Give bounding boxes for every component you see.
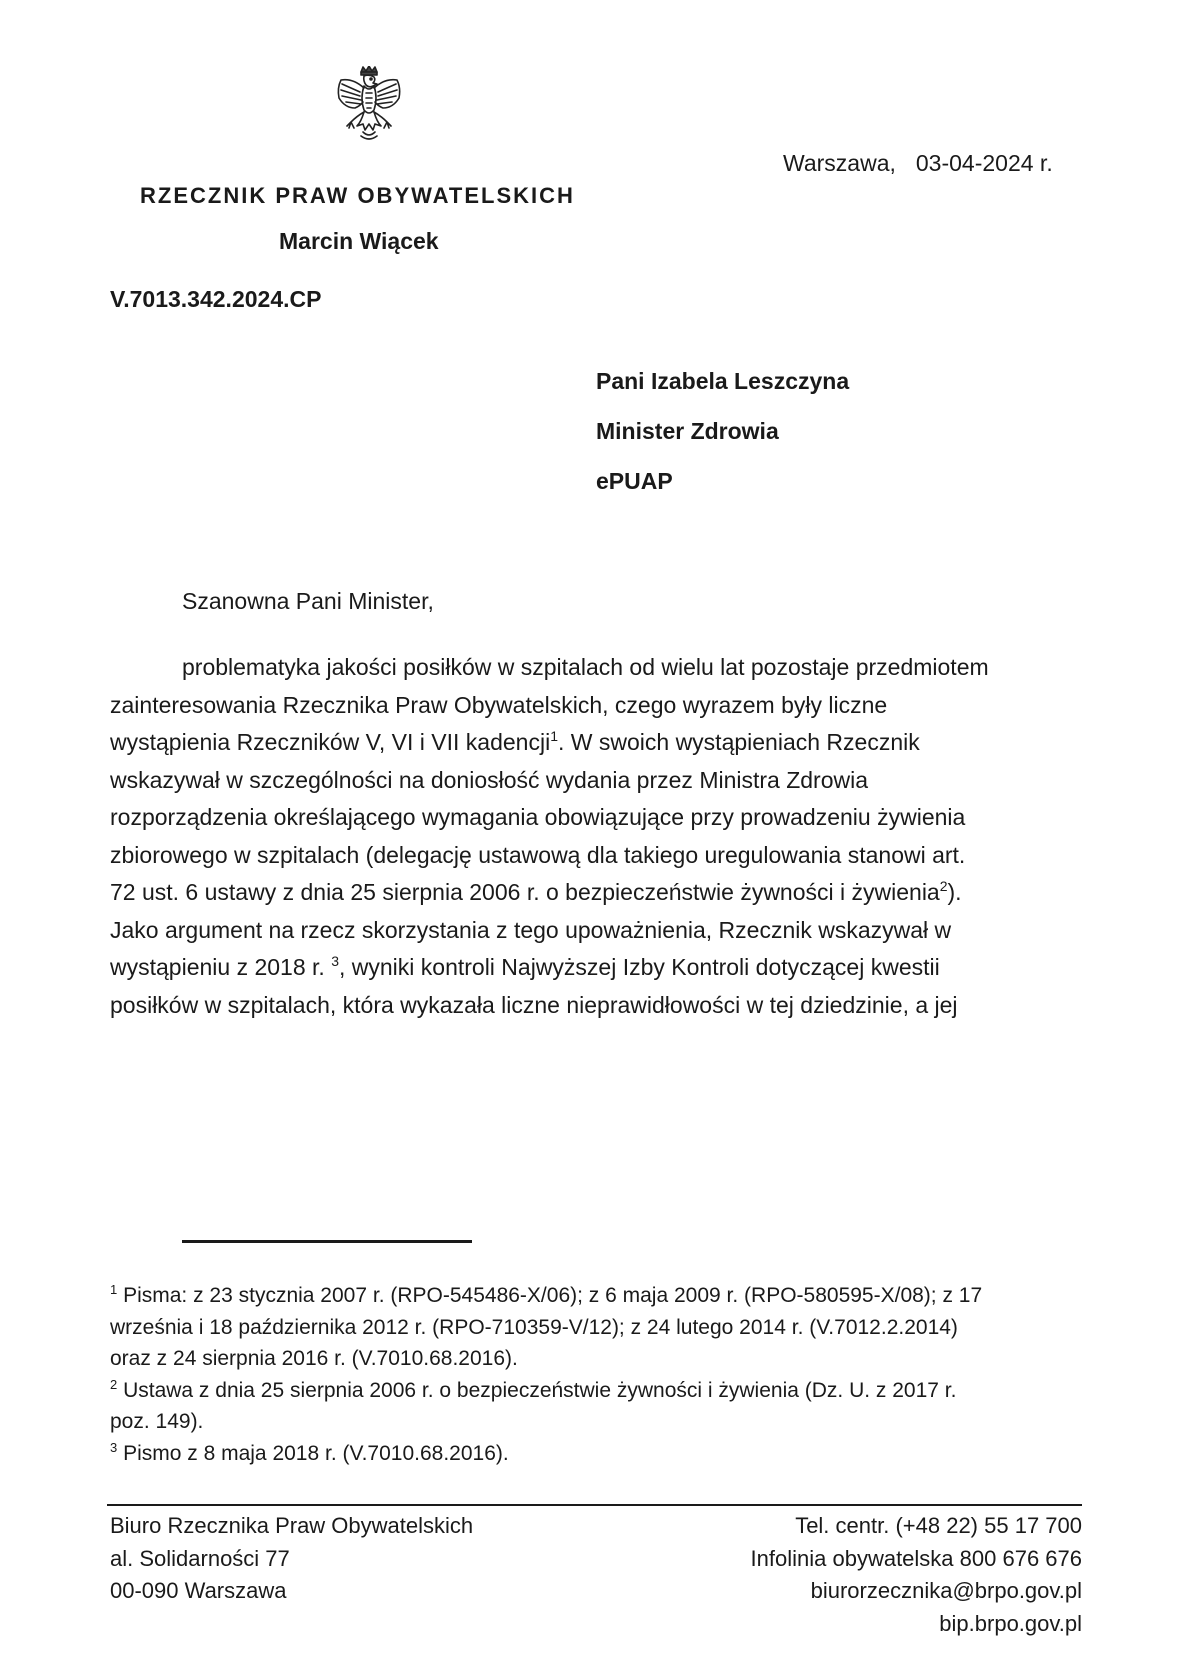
recipient-position: Minister Zdrowia [596, 418, 779, 444]
footnote-1-cont: września i 18 października 2012 r. (RPO-710359-V/12); z 24 lutego 2014 r. (V.7012.2.2014) [110, 1315, 958, 1339]
footnotes [110, 1280, 1090, 1469]
salutation: Szanowna Pani Minister, [182, 588, 434, 614]
footnote-ref-3[interactable]: 3 [331, 953, 339, 969]
organization-name: RZECZNIK PRAW OBYWATELSKICH [140, 183, 575, 208]
recipient-name: Pani Izabela Leszczyna [596, 368, 850, 394]
office-name: Biuro Rzecznika Praw Obywatelskich [110, 1513, 474, 1538]
footnote-ref-2[interactable]: 2 [939, 878, 948, 894]
recipient-channel: ePUAP [596, 468, 673, 494]
footnote-1: $^1$ Pisma: z 23 stycznia 2007 r. (RPO-545486-X/06); z 6 maja 2009 r. (RPO-580595-X/08); z 17 [110, 1282, 983, 1307]
date-city: Warszawa, [783, 150, 896, 176]
bip-link[interactable]: bip.brpo.gov.pl [939, 1610, 1082, 1636]
footnote-ref-1[interactable]: 1 [550, 728, 558, 744]
date-value: 03-04-2024 r. [915, 150, 1053, 176]
body-line: posiłków w szpitalach, która wykazała liczne nieprawidłowości w tej dziedzinie, a jej [110, 991, 958, 1018]
office-address [110, 1510, 473, 1608]
email-link[interactable]: biurorzecznika@brpo.gov.pl [810, 1578, 1082, 1603]
footnote-2-cont: poz. 149). [110, 1410, 204, 1433]
footnote-separator [182, 1240, 472, 1243]
phone-number: Tel. centr. (+48 22) 55 17 700 [795, 1513, 1082, 1538]
ombudsman-name: Marcin Wiącek [279, 228, 439, 254]
body-line: Jako argument na rzecz skorzystania z tego upoważnienia, Rzecznik wskazywał w [110, 916, 952, 943]
body-line: wystąpienia Rzeczników V, VI i VII kadencji$^1$. W swoich wystąpieniach Rzecznik [110, 728, 920, 755]
body-line: wskazywał w szczególności na doniosłość wydania przez Ministra Zdrowia [110, 766, 869, 793]
recipient-block [596, 366, 849, 516]
footnote-1-cont: oraz z 24 sierpnia 2016 r. (V.7010.68.2016). [110, 1347, 518, 1370]
footnote-3: $^3$ Pismo z 8 maja 2018 r. (V.7010.68.2016). [110, 1439, 509, 1465]
body-line: zainteresowania Rzecznika Praw Obywatelskich, czego wyrazem były liczne [110, 691, 888, 718]
footer-separator [107, 1504, 1082, 1506]
body-line: problematyka jakości posiłków w szpitalach od wielu lat pozostaje przedmiotem [182, 654, 989, 680]
letter-date [783, 150, 1053, 177]
letter-body [110, 649, 1090, 1024]
body-line: wystąpieniu z 2018 r. $^3$, wyniki kontroli Najwyższej Izby Kontroli dotyczącej kwestii [110, 953, 940, 980]
hotline-number: Infolinia obywatelska 800 676 676 [750, 1545, 1082, 1571]
office-street: al. Solidarności 77 [110, 1545, 290, 1571]
office-contact [751, 1510, 1082, 1640]
body-line: rozporządzenia określającego wymagania obowiązujące przy prowadzeniu żywienia [110, 804, 966, 830]
footnote-2: $^2$ Ustawa z dnia 25 sierpnia 2006 r. o bezpieczeństwie żywności i żywienia (Dz. U. z 2017 r. [110, 1376, 957, 1402]
body-line: zbiorowego w szpitalach (delegację ustawową dla takiego uregulowania stanowi art. [110, 841, 966, 868]
office-city: 00-090 Warszawa [110, 1578, 287, 1603]
body-line: 72 ust. 6 ustawy z dnia 25 sierpnia 2006 r. o bezpieczeństwie żywności i żywienia$^2$). [110, 878, 962, 905]
case-reference-number: V.7013.342.2024.CP [110, 286, 322, 312]
polish-eagle-emblem-icon [333, 66, 405, 142]
